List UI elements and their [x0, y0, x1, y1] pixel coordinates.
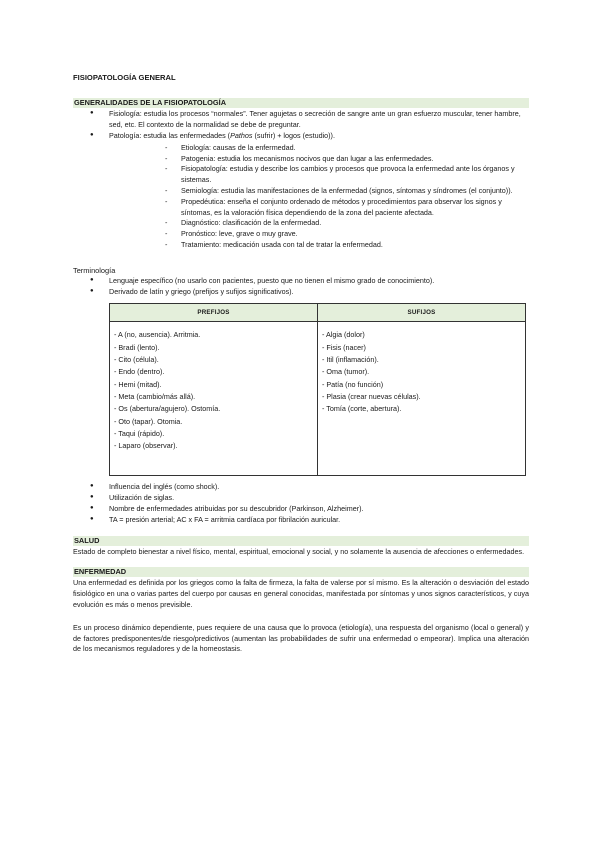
list-item: ● Derivado de latín y griego (prefijos y sufijos significativos).: [90, 286, 294, 296]
terminologia-list: [73, 276, 529, 298]
table-cell-line: - Fisis (nacer): [322, 342, 366, 352]
bullet-icon: ●: [90, 287, 94, 294]
table-header-sufijos: SUFIJOS: [318, 304, 526, 322]
list-item: ● Fisiología: estudia los procesos “normales”. Tener agujetas o secreción de sangre ante un gran esfuerzo muscular, tener hambre, sed, etc. El contexto de la normalidad se debe de preguntar.: [90, 109, 521, 130]
table-cell-line: - Laparo (observar).: [114, 441, 178, 451]
table-cell-line: - Itil (inflamación).: [322, 355, 379, 365]
table-cell-line: - Algia (dolor): [322, 330, 365, 340]
list-item: ● Lenguaje específico (no usarlo con pacientes, puesto que no tienen el mismo grado de conocimiento).: [90, 275, 435, 285]
terminologia-list-continued: [73, 482, 529, 525]
sublist-item: - Fisiopatología: estudia y describe los cambios y procesos que provoca la enfermedad ante los órganos y sistemas.: [165, 164, 515, 185]
table-cell-line: - Bradi (lento).: [114, 342, 160, 352]
bullet-icon: ●: [90, 276, 94, 283]
table-header-prefijos: PREFIJOS: [110, 304, 318, 322]
dash-bullet-icon: -: [165, 185, 168, 195]
dash-bullet-icon: -: [165, 142, 168, 152]
table-cell-line: - Plasia (crear nuevas células).: [322, 391, 421, 401]
sufijos-cell: [318, 322, 526, 476]
list-item: ● Patología: estudia las enfermedades (Pathos (sufrir) + logos (estudio)). - Etiología: causas de la enfermedad. - Patogenia: estudia los mecanismos nocivos que dan lugar a las enfermedades. - Fisiopatología: estudia y describe los cambios y procesos que provoca la enfermedad ante los órganos y sistemas. - Semiología: estudia las manifestaciones de la enfermedad (signos, síntomas y síndromes (el conjunto)). - Propedéutica: enseña el conjunto ordenado de métodos y procedimientos para observar los signos y síntomas, es la valoración física dependiendo de la zona del paciente afectada. - Diagnóstico: clasificación de la enfermedad. - Pronóstico: leve, grave o muy grave. - Tratamiento: medicación usada con tal de tratar la enfermedad.: [73, 131, 529, 251]
section-heading-salud: SALUD: [73, 536, 529, 546]
dash-bullet-icon: -: [165, 164, 168, 174]
table-cell-line: - Meta (cambio/más allá).: [114, 391, 196, 401]
enfermedad-paragraph-1: Una enfermedad es definida por los griegos como la falta de firmeza, la falta de valerse por sí mismo. Es la alteración o desviación del estado fisiológico en una o varias partes del cuerpo por causas en general conocidas, manifestada por síntomas y unos signos característicos, y cuya evolución es más o menos previsible.: [73, 578, 529, 610]
table-cell-line: - Patía (no función): [322, 379, 384, 389]
sublist-item: - Patogenia: estudia los mecanismos nocivos que dan lugar a las enfermedades.: [165, 153, 434, 163]
dash-bullet-icon: -: [165, 196, 168, 206]
sublist-item: - Diagnóstico: clasificación de la enfermedad.: [165, 218, 322, 228]
sublist-item: - Propedéutica: enseña el conjunto ordenado de métodos y procedimientos para observar los signos y síntomas, es la valoración física dependiendo de la zona del paciente afectada.: [165, 196, 502, 217]
list-item: ● TA = presión arterial; AC x FA = arritmia cardíaca por fibrilación auricular.: [90, 514, 341, 524]
bullet-icon: ●: [90, 483, 94, 490]
bullet-icon: ●: [90, 505, 94, 512]
patologia-sublist: [109, 143, 529, 251]
dash-bullet-icon: -: [165, 239, 168, 249]
table-cell-line: - Hemi (mitad).: [114, 379, 162, 389]
bullet-icon: ●: [90, 494, 94, 501]
terminologia-heading: Terminología: [73, 265, 116, 275]
list-item: ● Nombre de enfermedades atribuidas por su descubridor (Parkinson, Alzheimer).: [90, 504, 364, 514]
dash-bullet-icon: -: [165, 229, 168, 239]
bullet-icon: ●: [90, 515, 94, 522]
table-cell-line: - A (no, ausencia). Arritmia.: [114, 330, 201, 340]
sublist-item: - Semiología: estudia las manifestaciones de la enfermedad (signos, síntomas y síndromes (el conjunto)).: [165, 185, 513, 195]
prefijos-cell: [110, 322, 318, 476]
sublist-item: - Tratamiento: medicación usada con tal de tratar la enfermedad.: [165, 239, 383, 249]
salud-paragraph: Estado de completo bienestar a nivel físico, mental, espiritual, emocional y social, y no solamente la ausencia de afecciones o enfermedades.: [73, 546, 525, 556]
table-cell-line: - Cito (célula).: [114, 355, 159, 365]
table-cell-line: - Oma (tumor).: [322, 367, 370, 377]
sublist-item: - Pronóstico: leve, grave o muy grave.: [165, 229, 298, 239]
table-cell-line: - Os (abertura/agujero). Ostomía.: [114, 404, 221, 414]
prefijos-sufijos-table: [109, 303, 526, 476]
section-heading-generalidades: GENERALIDADES DE LA FISIOPATOLOGÍA: [73, 98, 529, 108]
bullet-icon: ●: [90, 131, 94, 138]
enfermedad-paragraph-2: Es un proceso dinámico dependiente, pues requiere de una causa que lo provoca (etiología), una respuesta del organismo (local o general) y de factores predisponentes/de riesgo/predictivos (aumentan las probabilidades de sufrir una enfermedad o empeorar). Implica una alteración de los mecanismos reguladores y de la homeostasis.: [73, 622, 529, 654]
document-content: [73, 72, 529, 655]
sublist-item: - Etiología: causas de la enfermedad.: [165, 142, 296, 152]
list-item: ● Influencia del inglés (como shock).: [90, 482, 220, 492]
table-cell-line: - Endo (dentro).: [114, 367, 165, 377]
table-cell-line: - Tomía (corte, abertura).: [322, 404, 402, 414]
bullet-icon: ●: [90, 110, 94, 117]
generalidades-list: [73, 109, 529, 250]
dash-bullet-icon: -: [165, 218, 168, 228]
dash-bullet-icon: -: [165, 153, 168, 163]
table-cell-line: - Oto (tapar). Otomia.: [114, 416, 183, 426]
section-heading-enfermedad: ENFERMEDAD: [73, 567, 529, 577]
document-title: FISIOPATOLOGÍA GENERAL: [73, 73, 176, 82]
list-item: ● Utilización de siglas.: [90, 493, 175, 503]
table-cell-line: - Taqui (rápido).: [114, 428, 165, 438]
